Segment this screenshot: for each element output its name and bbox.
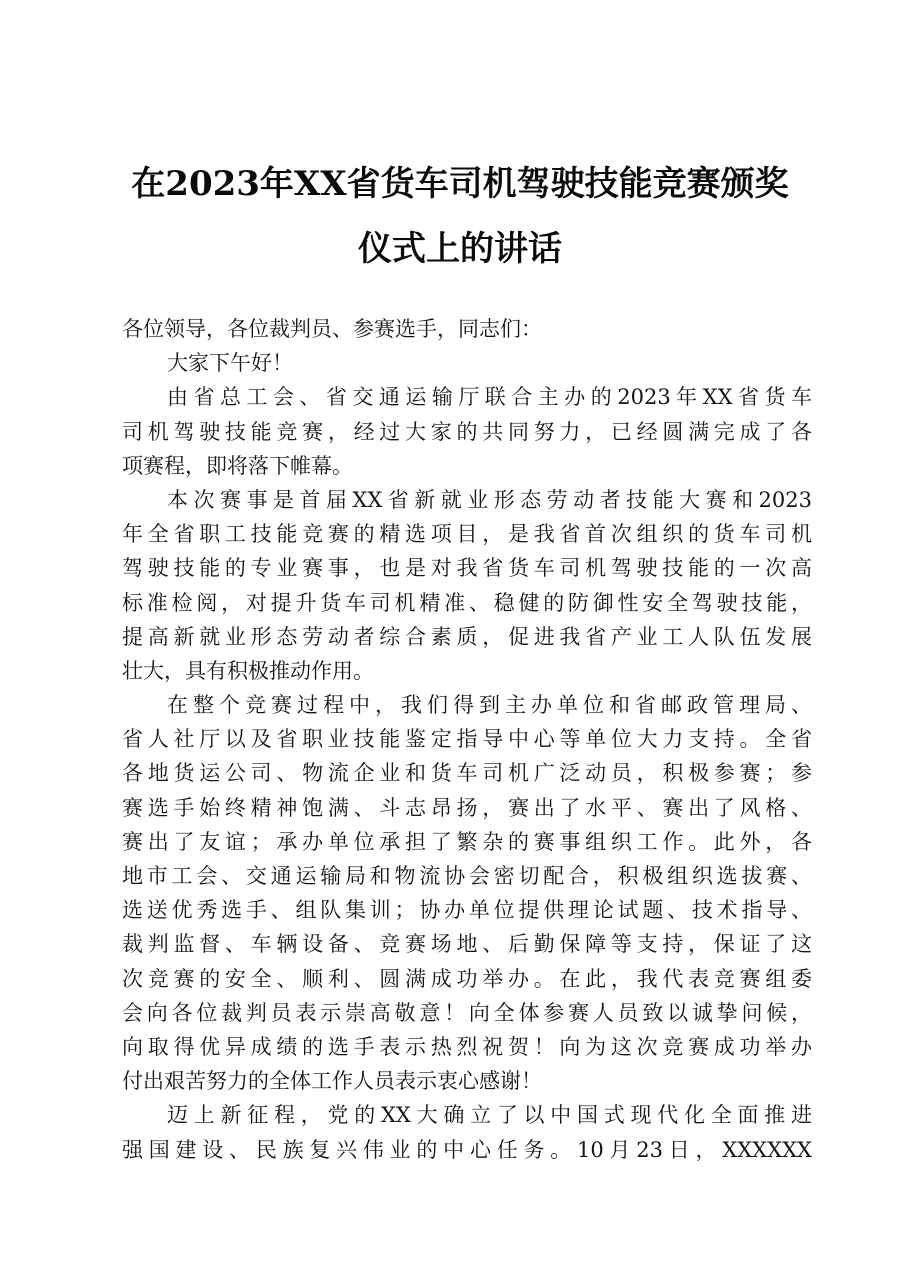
body-line: 省人社厅以及省职业技能鉴定指导中心等单位大力支持。全省 (122, 727, 812, 752)
body-line: 大家下午好！ (167, 351, 293, 376)
body-line: 年全省职工技能竞赛的精选项目，是我省首次组织的货车司机 (122, 522, 812, 547)
body-line: 次竞赛的安全、顺利、圆满成功举办。在此，我代表竞赛组委 (122, 966, 812, 991)
body-line: 赛选手始终精神饱满、斗志昂扬，赛出了水平、赛出了风格、 (122, 795, 812, 820)
body-line: 裁判监督、车辆设备、竞赛场地、后勤保障等支持，保证了这 (122, 932, 812, 957)
body-line: 赛出了友谊；承办单位承担了繁杂的赛事组织工作。此外，各 (122, 829, 812, 854)
body-line: 标准检阅，对提升货车司机精准、稳健的防御性安全驾驶技能， (122, 590, 812, 615)
document-title-line-2: 仪式上的讲话 (358, 229, 562, 269)
document-title-line-1: 在2023年XX省货车司机驾驶技能竞赛颁奖 (131, 164, 789, 204)
body-line: 付出艰苦努力的全体工作人员表示衷心感谢！ (122, 1069, 542, 1094)
body-line: 向取得优异成绩的选手表示热烈祝贺！向为这次竞赛成功举办 (122, 1034, 812, 1059)
speech-body (122, 312, 812, 1167)
body-line: 壮大，具有积极推动作用。 (122, 658, 374, 683)
body-line: 各地货运公司、物流企业和货车司机广泛动员，积极参赛；参 (122, 761, 812, 786)
body-line: 地市工会、交通运输局和物流协会密切配合，积极组织选拔赛、 (122, 864, 812, 888)
body-line: 提高新就业形态劳动者综合素质，促进我省产业工人队伍发展 (122, 624, 812, 649)
body-line: 强国建设、民族复兴伟业的中心任务。10月23日，XXXXXX (122, 1137, 812, 1162)
body-line: 会向各位裁判员表示崇高敬意！向全体参赛人员致以诚挚问候， (122, 1000, 812, 1025)
body-line: 由省总工会、省交通运输厅联合主办的2023年XX省货车 (167, 385, 812, 410)
body-line: 各位领导，各位裁判员、参赛选手，同志们： (122, 317, 542, 341)
body-line: 选送优秀选手、组队集训；协办单位提供理论试题、技术指导、 (122, 898, 812, 923)
body-line: 驾驶技能的专业赛事，也是对我省货车司机驾驶技能的一次高 (122, 556, 812, 581)
body-line: 迈上新征程，党的XX大确立了以中国式现代化全面推进 (167, 1103, 812, 1128)
body-line: 在整个竞赛过程中，我们得到主办单位和省邮政管理局、 (167, 693, 812, 718)
body-line: 本次赛事是首届XX省新就业形态劳动者技能大赛和2023 (167, 487, 812, 512)
body-line: 项赛程，即将落下帷幕。 (122, 453, 353, 478)
body-line: 司机驾驶技能竞赛，经过大家的共同努力，已经圆满完成了各 (122, 419, 812, 444)
